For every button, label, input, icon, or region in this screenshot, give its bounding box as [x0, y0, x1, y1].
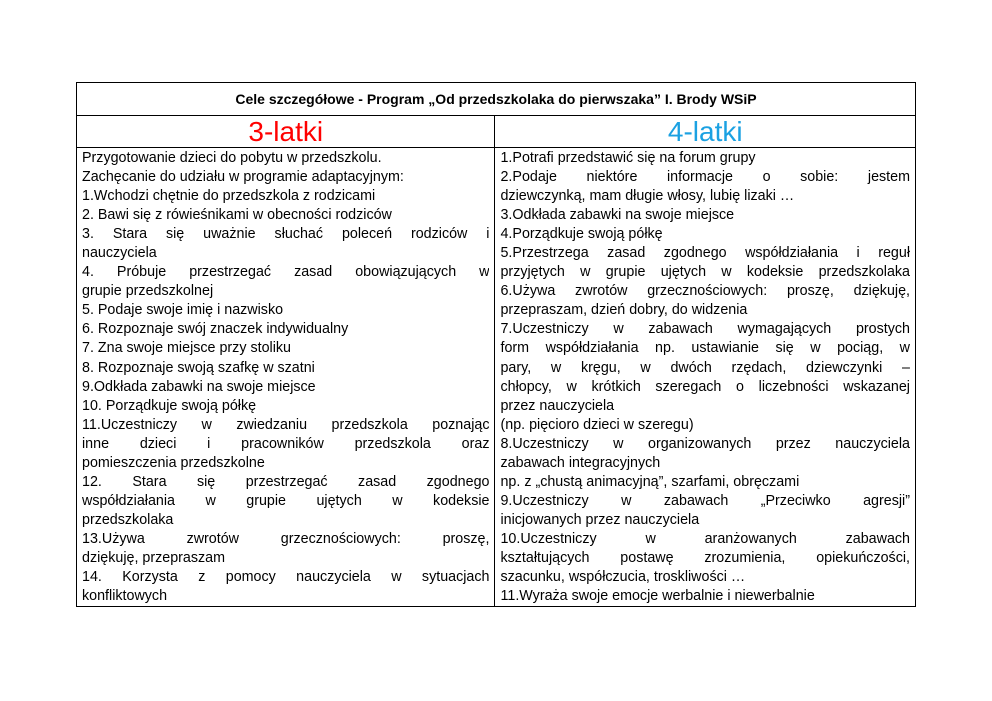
goal-line: przyjętych w grupie ujętych w kodeksie przedszkolaka — [500, 264, 910, 281]
goal-line: 8. Rozpoznaje swoją szafkę w szatni — [82, 359, 315, 376]
goal-line: pomieszczenia przedszkolne — [82, 454, 265, 471]
goal-line: zabawach integracyjnych — [500, 454, 661, 471]
goal-line: inicjowanych przez nauczyciela — [500, 511, 700, 528]
goal-line: inne dzieci i pracowników przedszkola oraz — [82, 435, 490, 452]
goal-line: 4. Próbuje przestrzegać zasad obowiązujących w — [82, 264, 490, 281]
goal-line: dziewczynką, mam długie włosy, lubię lizaki … — [500, 188, 795, 205]
goal-line: 3. Stara się uważnie słuchać poleceń rodziców i — [82, 226, 490, 243]
goal-line: form współdziałania np. ustawianie się w pociąg, w — [500, 340, 910, 357]
goal-line: 9.Odkłada zabawki na swoje miejsce — [82, 378, 316, 395]
goal-line: 2.Podaje niektóre informacje o sobie: jestem — [500, 169, 910, 186]
goal-line: współdziałania w grupie ujętych w kodeksie — [82, 492, 490, 509]
goal-line: 9.Uczestniczy w zabawach „Przeciwko agresji” — [500, 492, 910, 509]
goal-line: 7.Uczestniczy w zabawach wymagających prostych — [500, 321, 910, 338]
goal-line: chłopcy, w krótkich szeregach o liczebności wskazanej — [500, 378, 910, 395]
goal-line: 13.Używa zwrotów grzecznościowych: proszę, — [82, 530, 490, 547]
goal-line: np. z „chustą animacyjną”, szarfami, obręczami — [500, 473, 800, 490]
goal-line: 5. Podaje swoje imię i nazwisko — [82, 302, 284, 319]
goal-line: dziękuję, przepraszam — [82, 549, 226, 566]
goal-line: przepraszam, dzień dobry, do widzenia — [500, 302, 748, 319]
goal-line: nauczyciela — [82, 245, 157, 262]
goal-line: Zachęcanie do udziału w programie adaptacyjnym: — [82, 169, 404, 186]
goal-line: 2. Bawi się z rówieśnikami w obecności rodziców — [82, 207, 392, 224]
goal-line: szacunku, współczucia, troskliwości … — [500, 569, 746, 586]
goal-line: przedszkolaka — [82, 511, 174, 528]
goal-line: konfliktowych — [82, 588, 168, 605]
goal-line: 1.Potrafi przedstawić się na forum grupy — [500, 150, 756, 166]
table-title: Cele szczegółowe - Program „Od przedszkolaka do pierwszaka” I. Brody WSiP — [77, 83, 916, 116]
goals-table — [76, 82, 916, 607]
goal-line: 10. Porządkuje swoją półkę — [82, 397, 257, 414]
goal-line: 12. Stara się przestrzegać zasad zgodnego — [82, 473, 490, 490]
goal-line: (np. pięcioro dzieci w szeregu) — [500, 416, 694, 433]
goal-line: 1.Wchodzi chętnie do przedszkola z rodzicami — [82, 188, 376, 205]
goal-line: 8.Uczestniczy w organizowanych przez nauczyciela — [500, 435, 910, 452]
heading-3-latki: 3-latki — [77, 116, 495, 148]
heading-4-latki: 4-latki — [495, 116, 916, 148]
goals-4-latki — [495, 148, 916, 607]
goal-line: przez nauczyciela — [500, 397, 615, 414]
goal-line: grupie przedszkolnej — [82, 283, 214, 300]
goal-line: Przygotowanie dzieci do pobytu w przedszkolu. — [82, 150, 382, 166]
goal-line: 14. Korzysta z pomocy nauczyciela w sytuacjach — [82, 569, 490, 586]
goal-line: 4.Porządkuje swoją półkę — [500, 226, 663, 243]
goal-line: 7. Zna swoje miejsce przy stoliku — [82, 340, 291, 357]
goal-line: pary, w kręgu, w dwóch rzędach, dziewczynki – — [500, 359, 910, 376]
goal-line: 6. Rozpoznaje swój znaczek indywidualny — [82, 321, 349, 338]
goal-line: 3.Odkłada zabawki na swoje miejsce — [500, 207, 735, 224]
goal-line: 5.Przestrzega zasad zgodnego współdziałania i reguł — [500, 245, 910, 262]
goal-line: 6.Używa zwrotów grzecznościowych: proszę, dziękuję, — [500, 283, 910, 300]
goal-line: 10.Uczestniczy w aranżowanych zabawach — [500, 530, 910, 547]
goals-3-latki — [77, 148, 495, 607]
goal-line: 11.Wyraża swoje emocje werbalnie i niewerbalnie — [500, 588, 815, 605]
goal-line: kształtujących postawę zrozumienia, opiekuńczości, — [500, 549, 910, 566]
goal-line: 11.Uczestniczy w zwiedzaniu przedszkola poznając — [82, 416, 490, 433]
